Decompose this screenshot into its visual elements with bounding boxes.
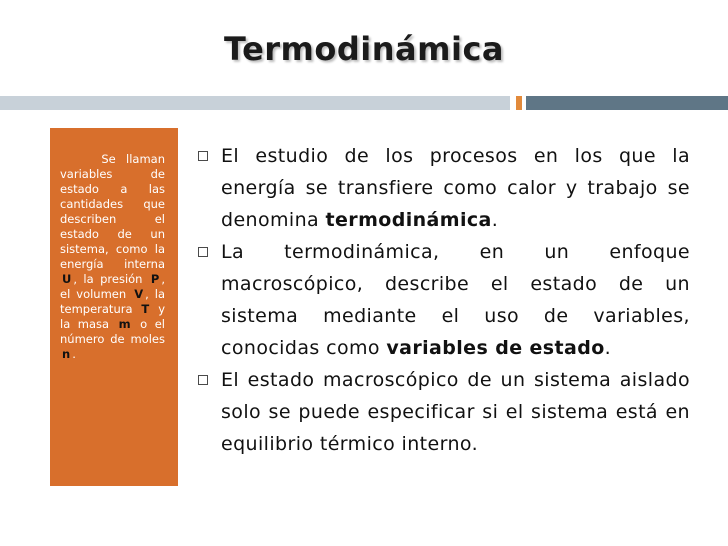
square-bullet-icon (198, 247, 208, 257)
header-band-light (0, 96, 510, 110)
bullet-bold-term: variables de estado (386, 337, 605, 359)
bullet-bold-term: termodinámica (325, 209, 492, 231)
sidebar-text-6: o el número de moles (60, 317, 166, 346)
sidebar-text-4: , la temperatura (60, 287, 165, 316)
bullet-item (196, 364, 690, 460)
sidebar-panel (50, 128, 178, 486)
symbol-p: P (150, 272, 160, 286)
symbol-u: U (62, 272, 72, 286)
symbol-t: T (141, 302, 150, 316)
square-bullet-icon (198, 375, 208, 385)
symbol-v: V (134, 287, 144, 301)
symbol-n: n (62, 347, 71, 361)
sidebar-text-2: , la presión (73, 272, 143, 286)
square-bullet-icon (198, 151, 208, 161)
bullet-list (196, 140, 690, 460)
symbol-m: m (118, 317, 131, 331)
header-band-accent (516, 96, 522, 110)
bullet-tail: . (604, 337, 612, 359)
bullet-item (196, 236, 690, 364)
header-band-dark (526, 96, 728, 110)
bullet-tail: . (491, 209, 499, 231)
sidebar-note (60, 152, 165, 362)
sidebar-text-1: Se llaman variables de estado a las cantidades que describen el estado de un sistema, como la energía interna (60, 152, 165, 271)
bullet-text: El estudio de los procesos en los que la energía se transfiere como calor y trabajo se denomina (221, 145, 690, 231)
bullet-text: La termodinámica, en un enfoque macroscópico, describe el estado de un sistema mediante el uso de variables, conocidas como (221, 241, 690, 359)
sidebar-text-3: , el volumen (60, 272, 165, 301)
bullet-item (196, 140, 690, 236)
slide-title: Termodinámica (223, 30, 504, 68)
sidebar-text-7: . (72, 347, 76, 361)
sidebar-text-5: y la masa (60, 302, 165, 331)
bullet-text: El estado macroscópico de un sistema aislado solo se puede especificar si el sistema está en equilibrio térmico interno. (221, 369, 690, 455)
